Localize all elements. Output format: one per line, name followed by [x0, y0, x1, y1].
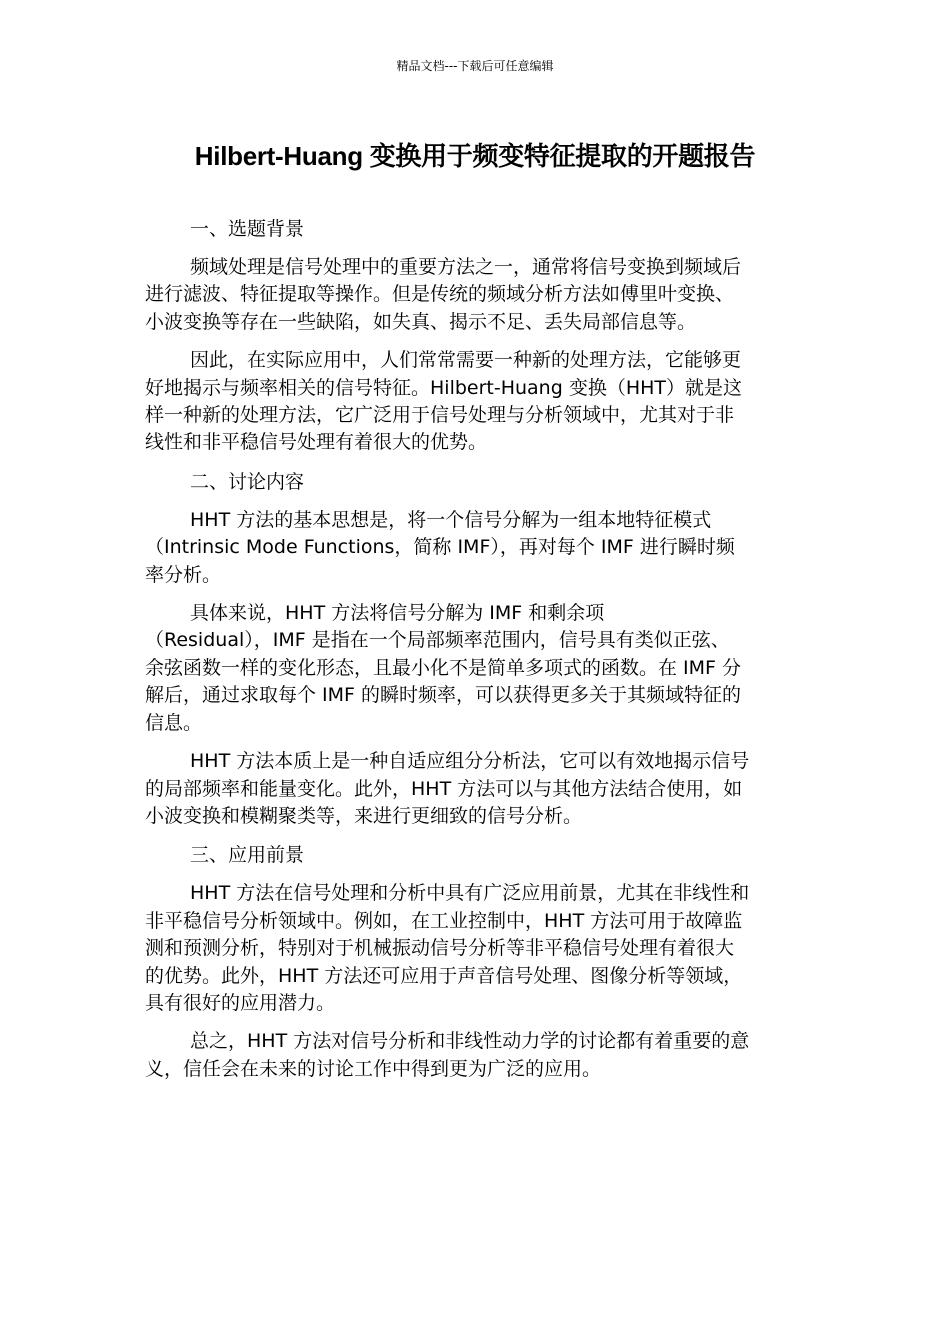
- paragraph-line: 具有很好的应用潜力。: [145, 991, 336, 1014]
- paragraph-line: HHT 方法的基本思想是，将一个信号分解为一组本地特征模式: [190, 508, 712, 531]
- paragraph: [145, 254, 800, 336]
- paragraph: [145, 507, 800, 589]
- section-heading: 二、讨论内容: [190, 470, 305, 493]
- document-title: Hilbert-Huang 变换用于频变特征提取的开题报告: [194, 141, 756, 171]
- paragraph-line: 信息。: [145, 711, 203, 734]
- page-header: 精品文档---下载后可任意编辑: [396, 59, 554, 73]
- paragraph-line: HHT 方法本质上是一种自适应组分分析法，它可以有效地揭示信号: [190, 750, 750, 773]
- paragraph: [145, 347, 800, 457]
- paragraph: [145, 880, 800, 1017]
- paragraph-line: HHT 方法在信号处理和分析中具有广泛应用前景，尤其在非线性和: [190, 882, 750, 905]
- paragraph-line: 小波变换和模糊聚类等，来进行更细致的信号分析。: [145, 804, 583, 827]
- paragraph-line: 总之，HHT 方法对信号分析和非线性动力学的讨论都有着重要的意: [190, 1030, 750, 1053]
- paragraph-line: 小波变换等存在一些缺陷，如失真、揭示不足、丢失局部信息等。: [145, 310, 697, 333]
- paragraph-line: 义，信任会在未来的讨论工作中得到更为广泛的应用。: [145, 1057, 602, 1080]
- paragraph-line: 余弦函数一样的变化形态，且最小化不是简单多项式的函数。在 IMF 分: [145, 656, 742, 679]
- paragraph: [145, 748, 800, 830]
- paragraph: [145, 600, 800, 737]
- paragraph-line: 频域处理是信号处理中的重要方法之一，通常将信号变换到频域后: [190, 256, 742, 278]
- paragraph-line: （Residual），IMF 是指在一个局部频率范围内，信号具有类似正弦、: [145, 629, 730, 652]
- paragraph-line: 非平稳信号分析领域中。例如，在工业控制中，HHT 方法可用于故障监: [145, 909, 743, 932]
- paragraph-line: 好地揭示与频率相关的信号特征。Hilbert-Huang 变换（HHT）就是这: [145, 376, 743, 399]
- paragraph-line: 因此，在实际应用中，人们常常需要一种新的处理方法，它能够更: [190, 349, 742, 372]
- paragraph-line: 样一种新的处理方法，它广泛用于信号处理与分析领域中，尤其对于非: [145, 404, 735, 427]
- paragraph-line: 的优势。此外，HHT 方法还可应用于声音信号处理、图像分析等领域，: [145, 964, 743, 987]
- paragraph-line: 测和预测分析，特别对于机械振动信号分析等非平稳信号处理有着很大: [145, 937, 735, 960]
- paragraph-line: （Intrinsic Mode Functions，简称 IMF），再对每个 IMF 进行瞬时频: [145, 536, 735, 559]
- paragraph-line: 的局部频率和能量变化。此外，HHT 方法可以与其他方法结合使用，如: [145, 777, 743, 800]
- paragraph: [145, 1028, 800, 1083]
- document-body: [145, 215, 800, 1094]
- paragraph-line: 解后，通过求取每个 IMF 的瞬时频率，可以获得更多关于其频域特征的: [145, 684, 742, 707]
- paragraph-line: 线性和非平稳信号处理有着很大的优势。: [145, 431, 488, 454]
- paragraph-line: 进行滤波、特征提取等操作。但是传统的频域分析方法如傅里叶变换、: [145, 283, 735, 306]
- section-heading: 三、应用前景: [190, 844, 305, 867]
- section-heading: 一、选题背景: [190, 218, 305, 240]
- paragraph-line: 率分析。: [145, 563, 222, 586]
- paragraph-line: 具体来说，HHT 方法将信号分解为 IMF 和剩余项: [190, 602, 605, 625]
